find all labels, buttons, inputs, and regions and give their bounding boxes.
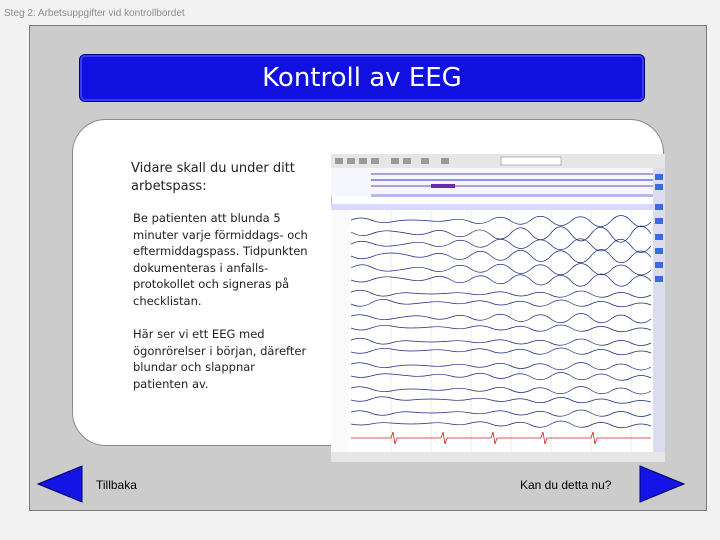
title-bar — [79, 54, 645, 102]
description-paragraph: Här ser vi ett EEG med ögonrörelser i början, därefter blundar och slappnar patienten av. — [133, 327, 307, 391]
forward-button[interactable]: Kan du detta nu? — [520, 478, 612, 492]
forward-arrow-icon[interactable] — [638, 464, 686, 504]
breadcrumb: Steg 2: Arbetsuppgifter vid kontrollbordet — [4, 8, 185, 19]
back-button[interactable]: Tillbaka — [96, 478, 137, 492]
instruction-paragraph: Be patienten att blunda 5 minuter varje förmiddags- och eftermiddagspass. Tidpunkten dokumenteras i anfalls-protokollet och signeras på checklistan. — [133, 211, 308, 308]
slide-frame — [29, 25, 707, 511]
eeg-screenshot — [331, 154, 665, 462]
content-heading: Vidare skall du under ditt arbetspass: — [131, 161, 295, 194]
content-panel — [72, 119, 664, 446]
page-title: Kontroll av EEG — [262, 63, 462, 93]
back-arrow-icon[interactable] — [36, 464, 84, 504]
